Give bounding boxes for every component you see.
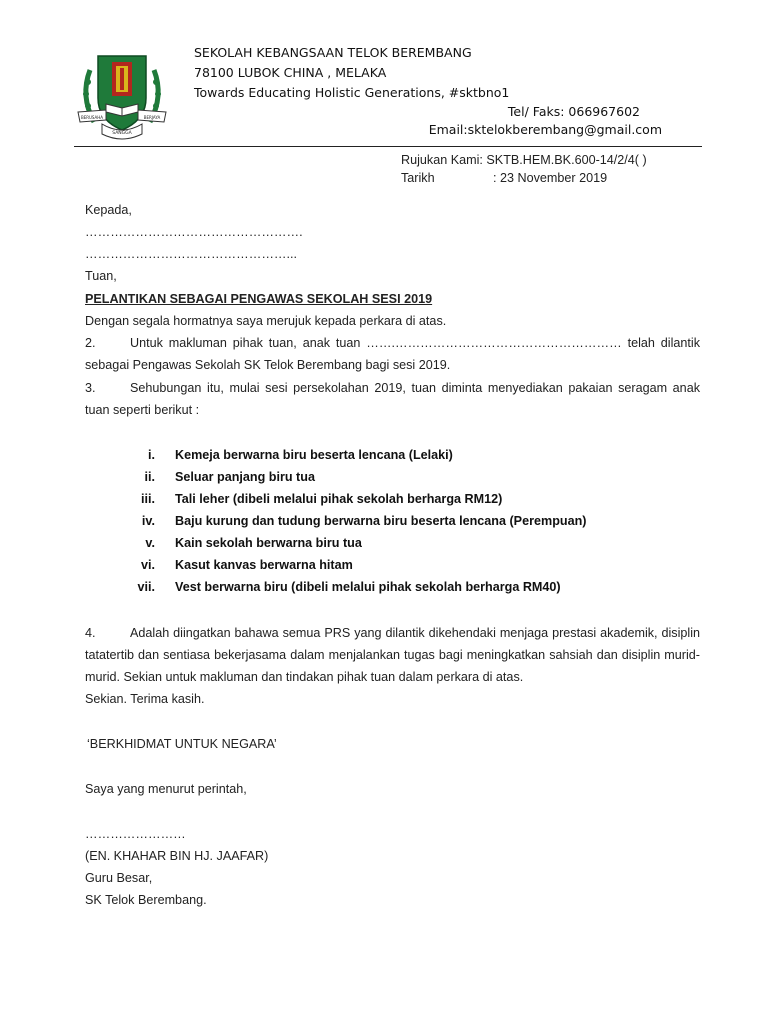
paragraph-2-line-1: Untuk makluman pihak tuan, anak tuan …….……………………………………………… telah dilantik <box>130 336 700 350</box>
paragraph-3-line-2: tuan seperti berikut : <box>85 403 200 417</box>
recipient-line-2: …………………………………………... <box>85 247 297 261</box>
school-name: SEKOLAH KEBANGSAAN TELOK BEREMBANG <box>194 45 472 60</box>
signatory-school: SK Telok Berembang. <box>85 893 207 907</box>
letter-title: PELANTIKAN SEBAGAI PENGAWAS SEKOLAH SESI 2019 <box>85 292 433 306</box>
kepada: Kepada, <box>85 203 132 217</box>
salutation: Tuan, <box>85 269 117 283</box>
rujukan-label: Rujukan Kami: <box>401 153 483 167</box>
paragraph-2-number: 2. <box>85 336 96 350</box>
paragraph-4-line-3: murid. Sekian untuk makluman dan tindakan pihak tuan dalam perkara di atas. <box>85 670 524 684</box>
list-item-number: v. <box>145 536 155 550</box>
list-item-number: vi. <box>140 558 155 572</box>
list-item-text: Kain sekolah berwarna biru tua <box>175 536 362 550</box>
school-logo <box>76 50 168 142</box>
list-item-text: Kasut kanvas berwarna hitam <box>175 558 353 572</box>
list-item-text: Tali leher (dibeli melalui pihak sekolah berharga RM12) <box>175 492 503 506</box>
paragraph-4-line-2: tatatertib dan sentiasa bekerjasama dalam menjalankan tugas bagi meningkatkan sahsiah dan disiplin murid- <box>85 648 700 662</box>
paragraph-2-line-2: sebagai Pengawas Sekolah SK Telok Berembang bagi sesi 2019. <box>85 358 451 372</box>
rujukan-value: SKTB.HEM.BK.600-14/2/4( ) <box>486 153 647 167</box>
tel-fax: Tel/ Faks: 066967602 <box>507 104 640 119</box>
list-item-number: iii. <box>141 492 155 506</box>
recipient-line-1: ……………………………………………. <box>85 225 303 239</box>
list-item-text: Seluar panjang biru tua <box>175 470 315 484</box>
list-item-text: Vest berwarna biru (dibeli melalui pihak sekolah berharga RM40) <box>175 580 561 594</box>
closing-thanks: Sekian. Terima kasih. <box>85 692 205 706</box>
signatory-position: Guru Besar, <box>85 871 153 885</box>
paragraph-3-number: 3. <box>85 381 96 395</box>
header-divider <box>74 146 702 147</box>
school-address: 78100 LUBOK CHINA , MELAKA <box>194 65 387 80</box>
school-email[interactable]: Email:sktelokberembang@gmail.com <box>428 122 662 137</box>
svg-text:BERUSAHA: BERUSAHA <box>80 115 104 120</box>
uniform-list <box>85 448 685 608</box>
paragraph-4-number: 4. <box>85 626 96 640</box>
svg-text:SANGGA: SANGGA <box>112 131 132 136</box>
list-item-number: vii. <box>137 580 155 594</box>
signature-dots: …………………… <box>85 827 186 841</box>
saya-yang-menurut: Saya yang menurut perintah, <box>85 782 247 796</box>
list-item-number: iv. <box>141 514 155 528</box>
paragraph-3-line-1: Sehubungan itu, mulai sesi persekolahan 2019, tuan diminta menyediakan pakaian seragam anak <box>130 381 700 395</box>
tarikh-value: : 23 November 2019 <box>493 171 608 185</box>
signatory-name: (EN. KHAHAR BIN HJ. JAAFAR) <box>85 849 269 863</box>
school-crest-icon <box>76 50 168 142</box>
svg-text:BERJAYA: BERJAYA <box>143 115 161 120</box>
tarikh-label: Tarikh <box>401 171 435 185</box>
list-item-number: i. <box>148 448 155 462</box>
list-item-text: Baju kurung dan tudung berwarna biru beserta lencana (Perempuan) <box>175 514 587 528</box>
school-tagline: Towards Educating Holistic Generations, #sktbno1 <box>194 85 510 100</box>
paragraph-4-line-1: Adalah diingatkan bahawa semua PRS yang dilantik dikehendaki menjaga prestasi akademik, disiplin <box>130 626 700 640</box>
list-item-text: Kemeja berwarna biru beserta lencana (Lelaki) <box>175 448 453 462</box>
list-item-number: ii. <box>144 470 155 484</box>
paragraph-1: Dengan segala hormatnya saya merujuk kepada perkara di atas. <box>85 314 447 328</box>
reference-line <box>401 153 647 167</box>
motto: ‘BERKHIDMAT UNTUK NEGARA’ <box>87 737 277 751</box>
